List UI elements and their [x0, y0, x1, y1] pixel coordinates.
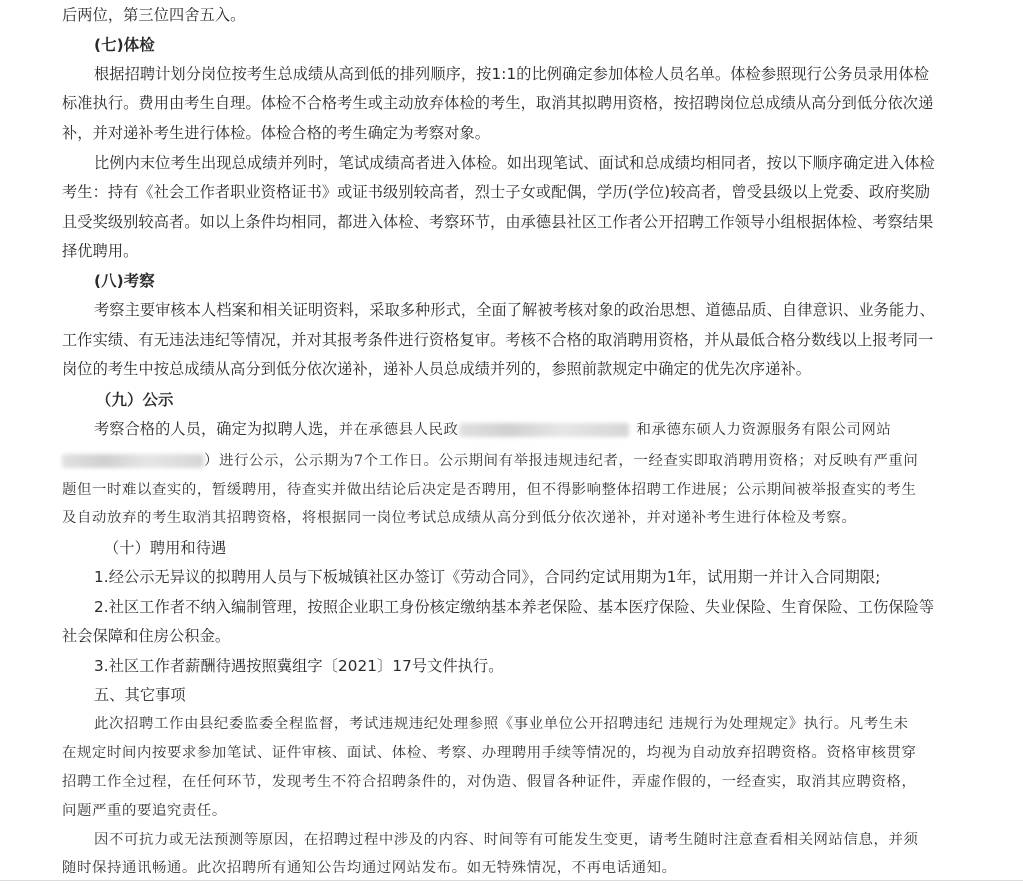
text-segment: 考察合格的人员，确定为拟聘人选，	[94, 420, 339, 438]
text-line: 随时保持通讯畅通。此次招聘所有通知公告均通过网站发布。如无特殊情况，不再电话通知。	[62, 860, 677, 876]
section-heading-publicity: （九）公示	[96, 391, 174, 409]
text-line: 因不可抗力或无法预测等原因，在招聘过程中涉及的内容、时间等有可能发生变更，请考生随时注意查看相关网站信息，并须	[94, 832, 919, 848]
text-line: 岗位的考生中按总成绩从高分到低分依次递补，递补人员总成绩并列的，参照前款规定中确定的优先次序递补。	[62, 360, 812, 378]
text-line: 工作实绩、有无违法违纪等情况，并对其报考条件进行资格复审。考核不合格的取消聘用资格，并从最低合格分数线以上报考同一	[62, 331, 934, 349]
text-line: 招聘工作全过程，在任何环节，发现考生不符合招聘条件的，对伪造、假冒各种证件，弄虚作假的，一经查实，取消其应聘资格，	[62, 774, 917, 790]
redacted-region	[459, 423, 629, 437]
text-line: 2.社区工作者不纳入编制管理，按照企业职工身份核定缴纳基本养老保险、基本医疗保险、失业保险、生育保险、工伤保险等	[94, 598, 935, 616]
text-line	[94, 418, 891, 441]
redacted-region	[62, 454, 204, 468]
divider	[0, 880, 1023, 881]
text-line: 且受奖级别较高者。如以上条件均相同，都进入体检、考察环节，由承德县社区工作者公开招聘工作领导小组根据体检、考察结果	[62, 213, 934, 231]
text-line: 及自动放弃的考生取消其招聘资格，将根据同一岗位考试总成绩从高分到低分依次递补，并对递补考生进行体检及考察。	[62, 510, 857, 526]
text-line: 比例内末位考生出现总成绩并列时，笔试成绩高者进入体检。如出现笔试、面试和总成绩均相同者，按以下顺序确定进入体检	[94, 154, 935, 172]
text-line: 1.经公示无异议的拟聘用人员与下板城镇社区办签订《劳动合同》，合同约定试用期为1年，试用期一并计入合同期限;	[94, 568, 881, 586]
text-line: 社会保障和住房公积金。	[62, 627, 231, 645]
text-line: 考察主要审核本人档案和相关证明资料，采取多种形式，全面了解被考核对象的政治思想、道德品质、自律意识、业务能力、	[94, 301, 935, 319]
text-line: 在规定时间内按要求参加笔试、证件审核、面试、体检、考察、办理聘用手续等情况的，均视为自动放弃招聘资格。资格审核贯穿	[62, 745, 917, 761]
text-line: 题但一时难以查实的，暂缓聘用，待查实并做出结论后决定是否聘用，但不得影响整体招聘工作进展；公示期间被举报查实的考生	[62, 482, 917, 498]
section-heading-other-matters: 五、其它事项	[94, 686, 186, 704]
text-line: 择优聘用。	[62, 242, 139, 260]
text-line: 补，并对递补考生进行体检。体检合格的考生确定为考察对象。	[62, 124, 491, 142]
section-heading-employment: （十）聘用和待遇	[104, 539, 227, 557]
text-line: 根据招聘计划分岗位按考生总成绩从高到低的排列顺序，按1:1的比例确定参加体检人员名单。体检参照现行公务员录用体检	[94, 65, 929, 83]
section-heading-physical-exam: (七)体检	[94, 36, 155, 54]
section-heading-inspection: (八)考察	[94, 272, 155, 290]
text-line: 考生：持有《社会工作者职业资格证书》或证书级别较高者，烈士子女或配偶，学历(学位)较高者，曾受县级以上党委、政府奖励	[62, 183, 931, 201]
text-line: 标准执行。费用由考生自理。体检不合格考生或主动放弃体检的考生，取消其拟聘用资格，按招聘岗位总成绩从高分到低分依次递	[62, 94, 934, 112]
text-line: 此次招聘工作由县纪委监委全程监督，考试违规违纪处理参照《事业单位公开招聘违纪 违规行为处理规定》执行。凡考生未	[94, 716, 909, 732]
text-segment: 并在承德县人民政	[338, 422, 459, 438]
text-line: 问题严重的要追究责任。	[62, 803, 227, 819]
text-segment: 和承德东硕人力资源服务有限公司网站	[636, 422, 892, 438]
text-line	[62, 449, 918, 472]
text-line: 3.社区工作者薪酬待遇按照冀组字〔2021〕17号文件执行。	[94, 657, 504, 675]
text-segment: ）进行公示，公示期为7个工作日。公示期间有举报违规违纪者，一经查实即取消聘用资格；对反映有严重问	[204, 453, 919, 469]
text-line: 后两位，第三位四舍五入。	[62, 6, 246, 24]
